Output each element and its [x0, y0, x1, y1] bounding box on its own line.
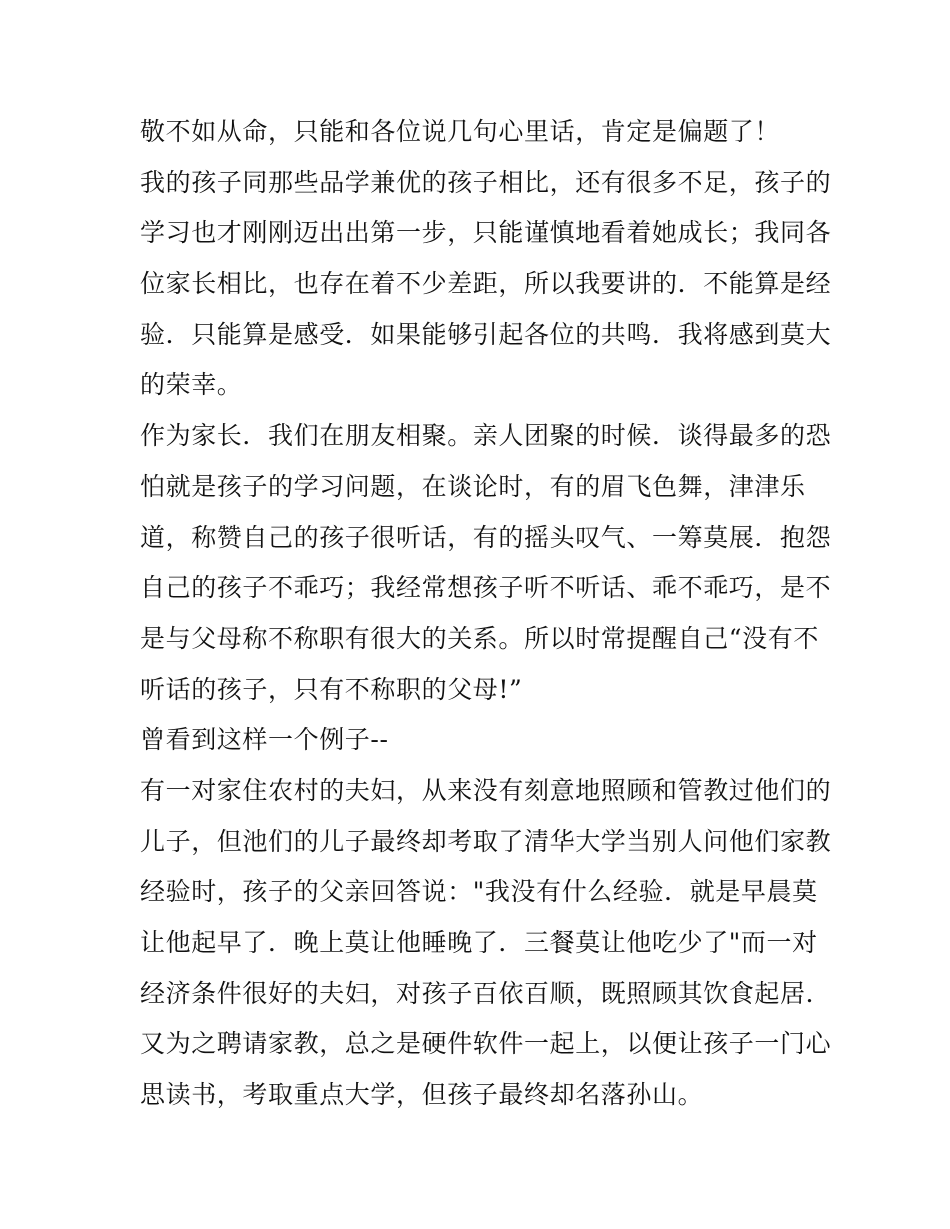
- text-line: 我的孩子同那些品学兼优的孩子相比，还有很多不足，孩子的: [140, 167, 832, 197]
- text-line: 有一对家住农村的夫妇，从来没有刻意地照顾和管教过他们的: [140, 775, 832, 805]
- text-line: 位家长相比，也存在着不少差距，所以我要讲的．不能算是经: [140, 269, 832, 299]
- text-line: 学习也才刚刚迈出出第一步，只能谨慎地看着她成长；我同各: [140, 218, 832, 248]
- text-line: 让他起早了．晚上莫让他睡晚了．三餐莫让他吃少了"而一对: [140, 928, 818, 957]
- text-line: 道，称赞自己的孩子很听话，有的摇头叹气、一筹莫展．抱怨: [140, 522, 832, 552]
- text-line: 儿子，但池们的儿子最终却考取了清华大学当别人问他们家教: [140, 826, 832, 856]
- text-line: 又为之聘请家教，总之是硬件软件一起上，以便让孩子一门心: [140, 1029, 832, 1059]
- text-line: 经验时，孩子的父亲回答说："我没有什么经验．就是早晨莫: [140, 877, 818, 907]
- text-line: 怕就是孩子的学习问题，在谈论时，有的眉飞色舞，津津乐: [140, 471, 806, 501]
- text-line: 听话的孩子，只有不称职的父母!”: [140, 674, 523, 704]
- document-body-text: [140, 107, 830, 1121]
- text-line: 验．只能算是感受．如果能够引起各位的共鸣．我将感到莫大: [140, 319, 832, 349]
- text-line: 经济条件很好的夫妇，对孩子百依百顺，既照顾其饮食起居．: [140, 978, 832, 1008]
- text-line: 是与父母称不称职有很大的关系。所以时常提醒自己“没有不: [140, 623, 819, 653]
- text-line: 作为家长．我们在朋友相聚。亲人团聚的时候．谈得最多的恐: [140, 421, 832, 451]
- text-line: 曾看到这样一个例子--: [140, 725, 389, 755]
- text-line: 思读书，考取重点大学，但孩子最终却名落孙山。: [140, 1080, 704, 1110]
- text-line: 的荣幸。: [140, 370, 243, 400]
- text-line: 敬不如从命，只能和各位说几句心里话，肯定是偏题了！: [140, 117, 781, 146]
- text-line: 自己的孩子不乖巧；我经常想孩子听不听话、乖不乖巧，是不: [140, 573, 832, 603]
